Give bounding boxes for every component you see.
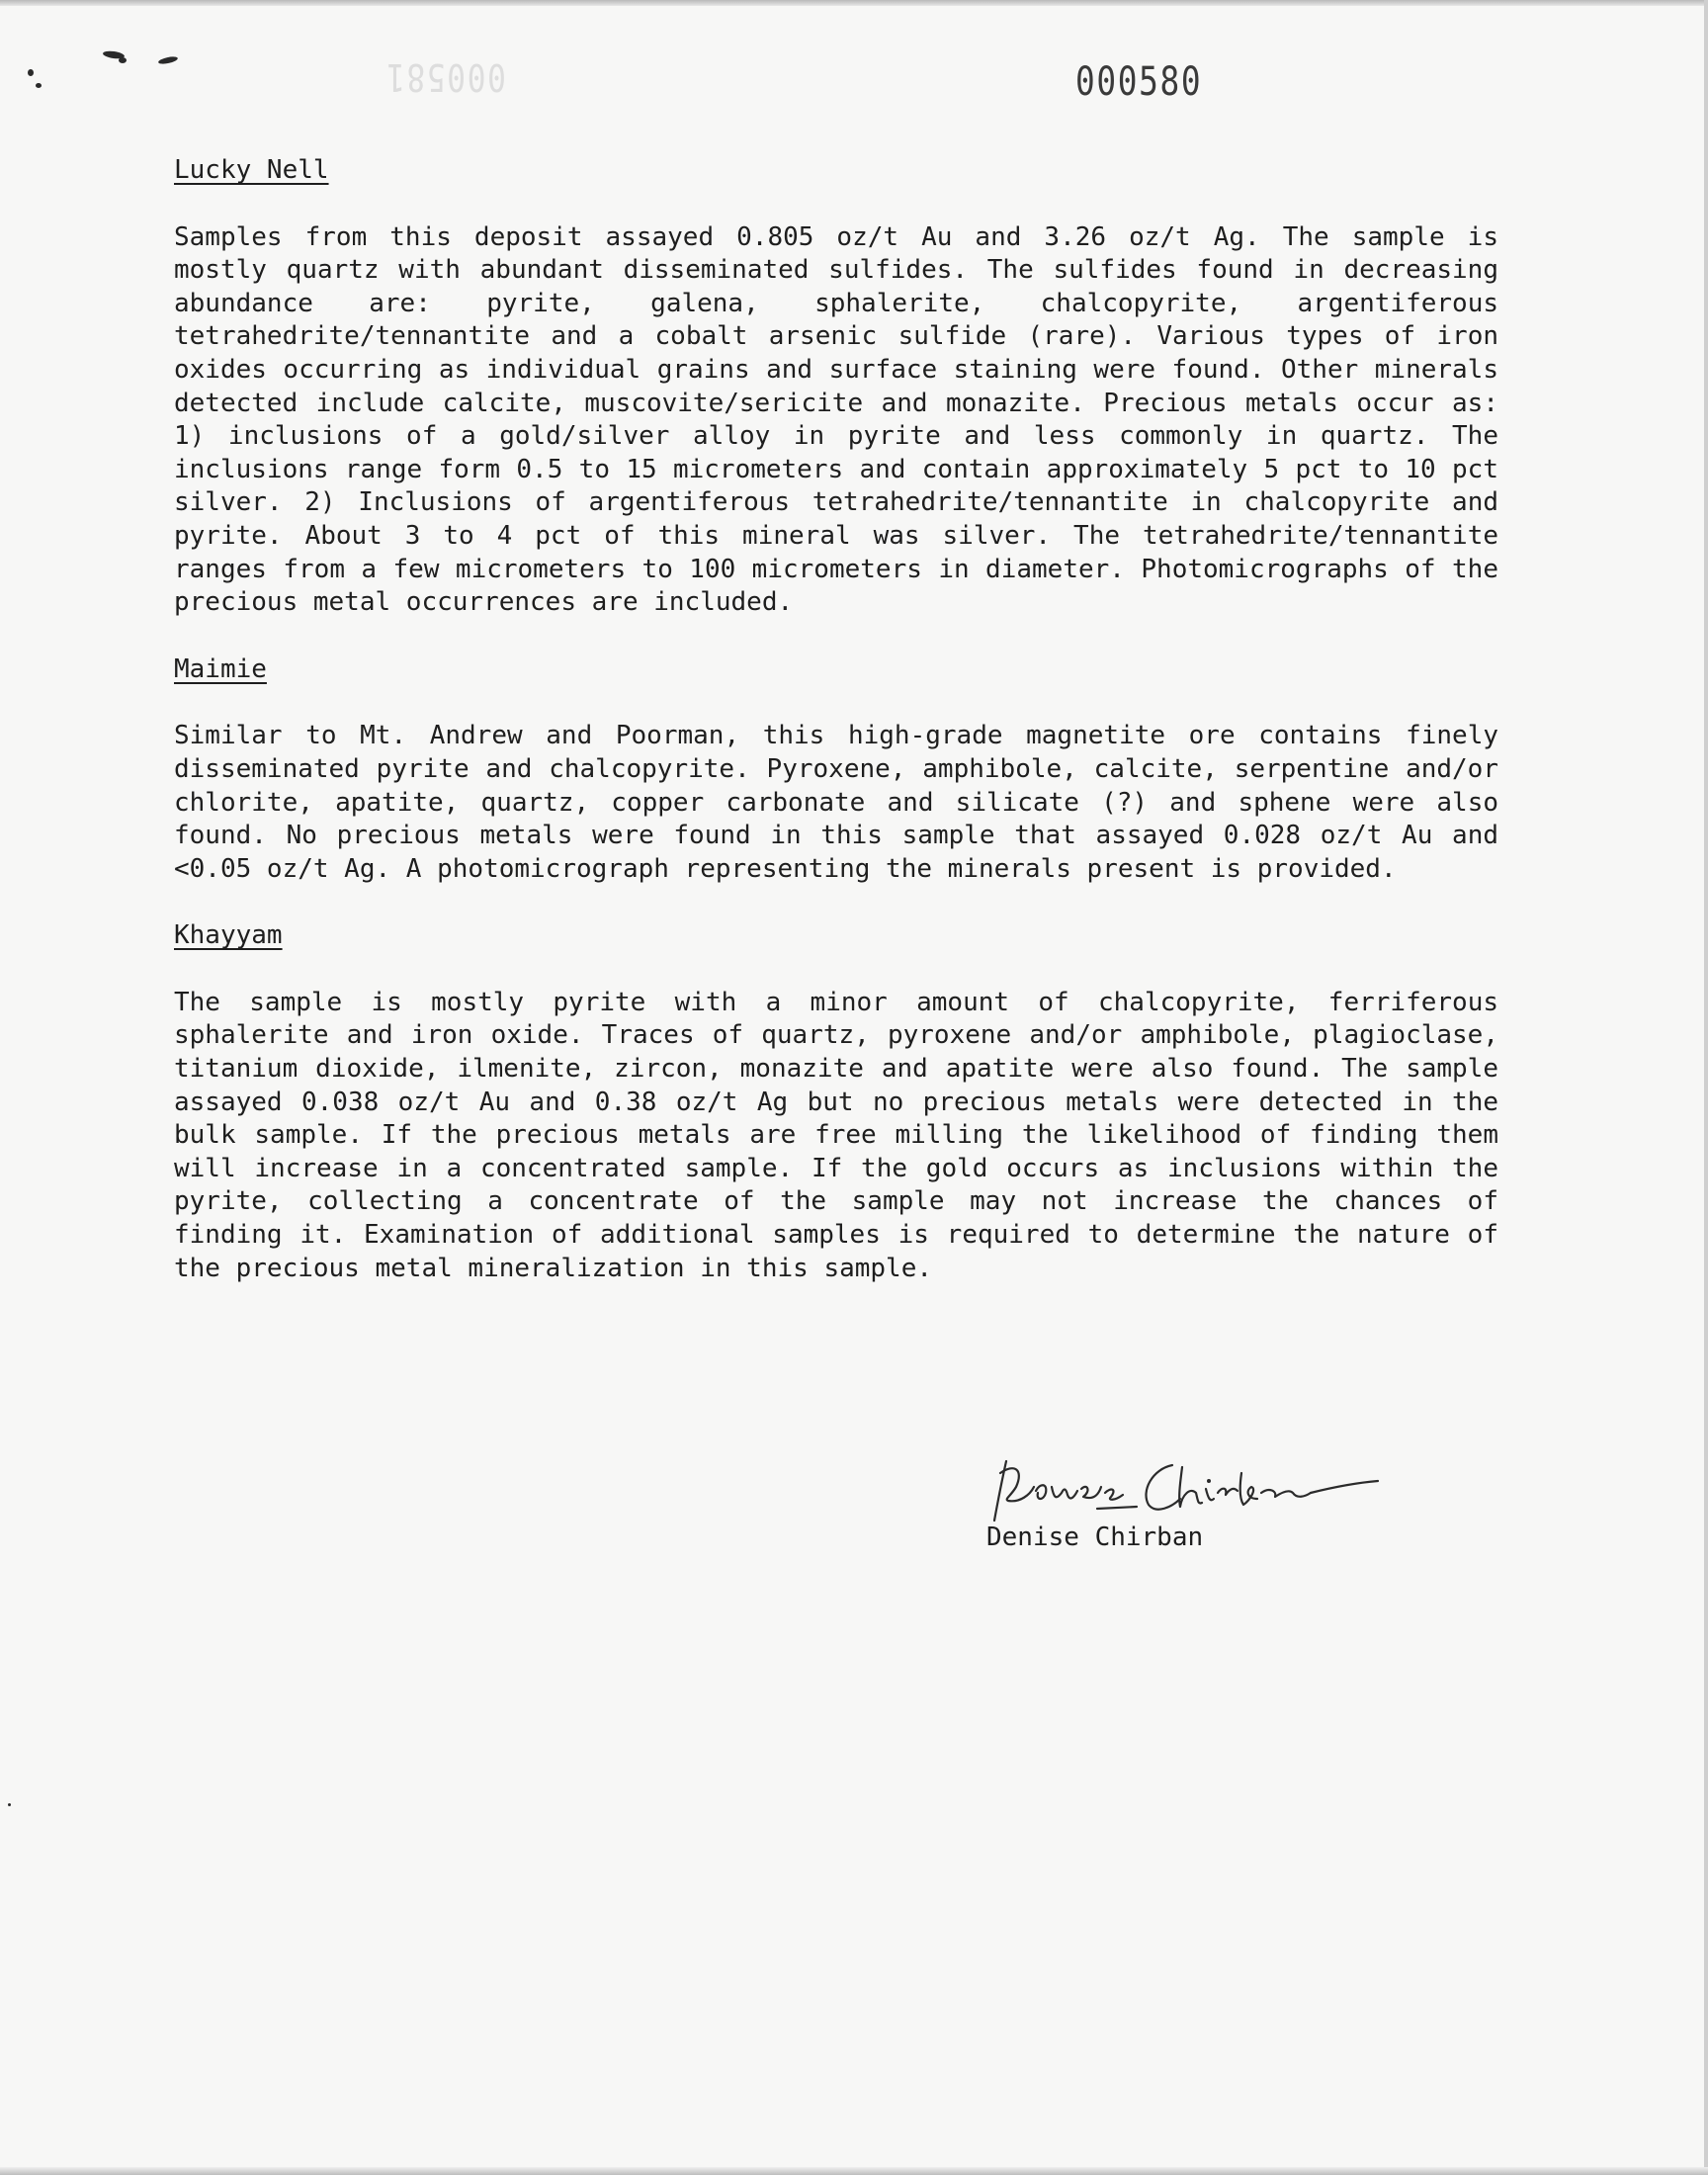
scan-edge-top [0, 0, 1708, 6]
section-heading-khayyam: Khayyam [174, 920, 283, 951]
scan-speck [8, 1803, 11, 1806]
signer-name: Denise Chirban [986, 1522, 1204, 1552]
signature-block [979, 1443, 1453, 1562]
bleed-through-page-number: 000581 [384, 55, 506, 99]
page-number: 000580 [1075, 59, 1203, 105]
scan-speck [119, 57, 127, 63]
scan-edge-right [1704, 0, 1708, 2175]
report-body [174, 154, 1498, 1319]
section-heading-lucky-nell: Lucky Nell [174, 155, 329, 185]
handwritten-signature [979, 1443, 1453, 1532]
section-body-khayyam: The sample is mostly pyrite with a minor amount of chalcopyrite, ferriferous sphalerite and iron oxide. Traces of quartz, pyroxene and/or amphibole, plagioclase, titanium dioxide, ilmenite, zircon, monazite and apatite were also found. The sample assayed 0.038 oz/t Au and 0.38 oz/t Ag but no precious metals were detected in the bulk sample. If the precious metals are free milling the likelihood of finding them will increase in a concentrated sample. If the gold occurs as inclusions within the pyrite, collecting a concentrate of the sample may not increase the chances of finding it. Examination of additional samples is required to determine the nature of the precious metal mineralization in this sample. [174, 987, 1498, 1283]
section-body-maimie: Similar to Mt. Andrew and Poorman, this high-grade magnetite ore contains finely disseminated pyrite and chalcopyrite. Pyroxene, amphibole, calcite, serpentine and/or chlorite, apatite, quartz, copper carbonate and silicate (?) and sphene were also found. No precious metals were found in this sample that assayed 0.028 oz/t Au and <0.05 oz/t Ag. A photomicrograph representing the minerals present is provided. [174, 721, 1498, 884]
scan-speck [28, 69, 34, 76]
scan-speck [158, 55, 179, 65]
section-body-lucky-nell: Samples from this deposit assayed 0.805 oz/t Au and 3.26 oz/t Ag. The sample is mostly quartz with abundant disseminated sulfides. The sulfides found in decreasing abundance are: pyrite, galena, sphalerite, chalcopyrite, argentiferous tetrahedrite/tennantite and a cobalt arsenic sulfide (rare). Various types of iron oxides occurring as individual grains and surface staining were found. Other minerals detected include calcite, muscovite/sericite and monazite. Precious metals occur as: 1) inclusions of a gold/silver alloy in pyrite and less commonly in quartz. The inclusions range form 0.5 to 15 micrometers and contain approximately 5 pct to 10 pct silver. 2) Inclusions of argentiferous tetrahedrite/tennantite in chalcopyrite and pyrite. About 3 to 4 pct of this mineral was silver. The tetrahedrite/tennantite ranges from a few micrometers to 100 micrometers in diameter. Photomicrographs of the precious metal occurrences are included. [174, 221, 1498, 618]
section-heading-maimie: Maimie [174, 653, 267, 684]
scan-speck [36, 83, 42, 88]
scan-edge-bottom [0, 2167, 1708, 2175]
